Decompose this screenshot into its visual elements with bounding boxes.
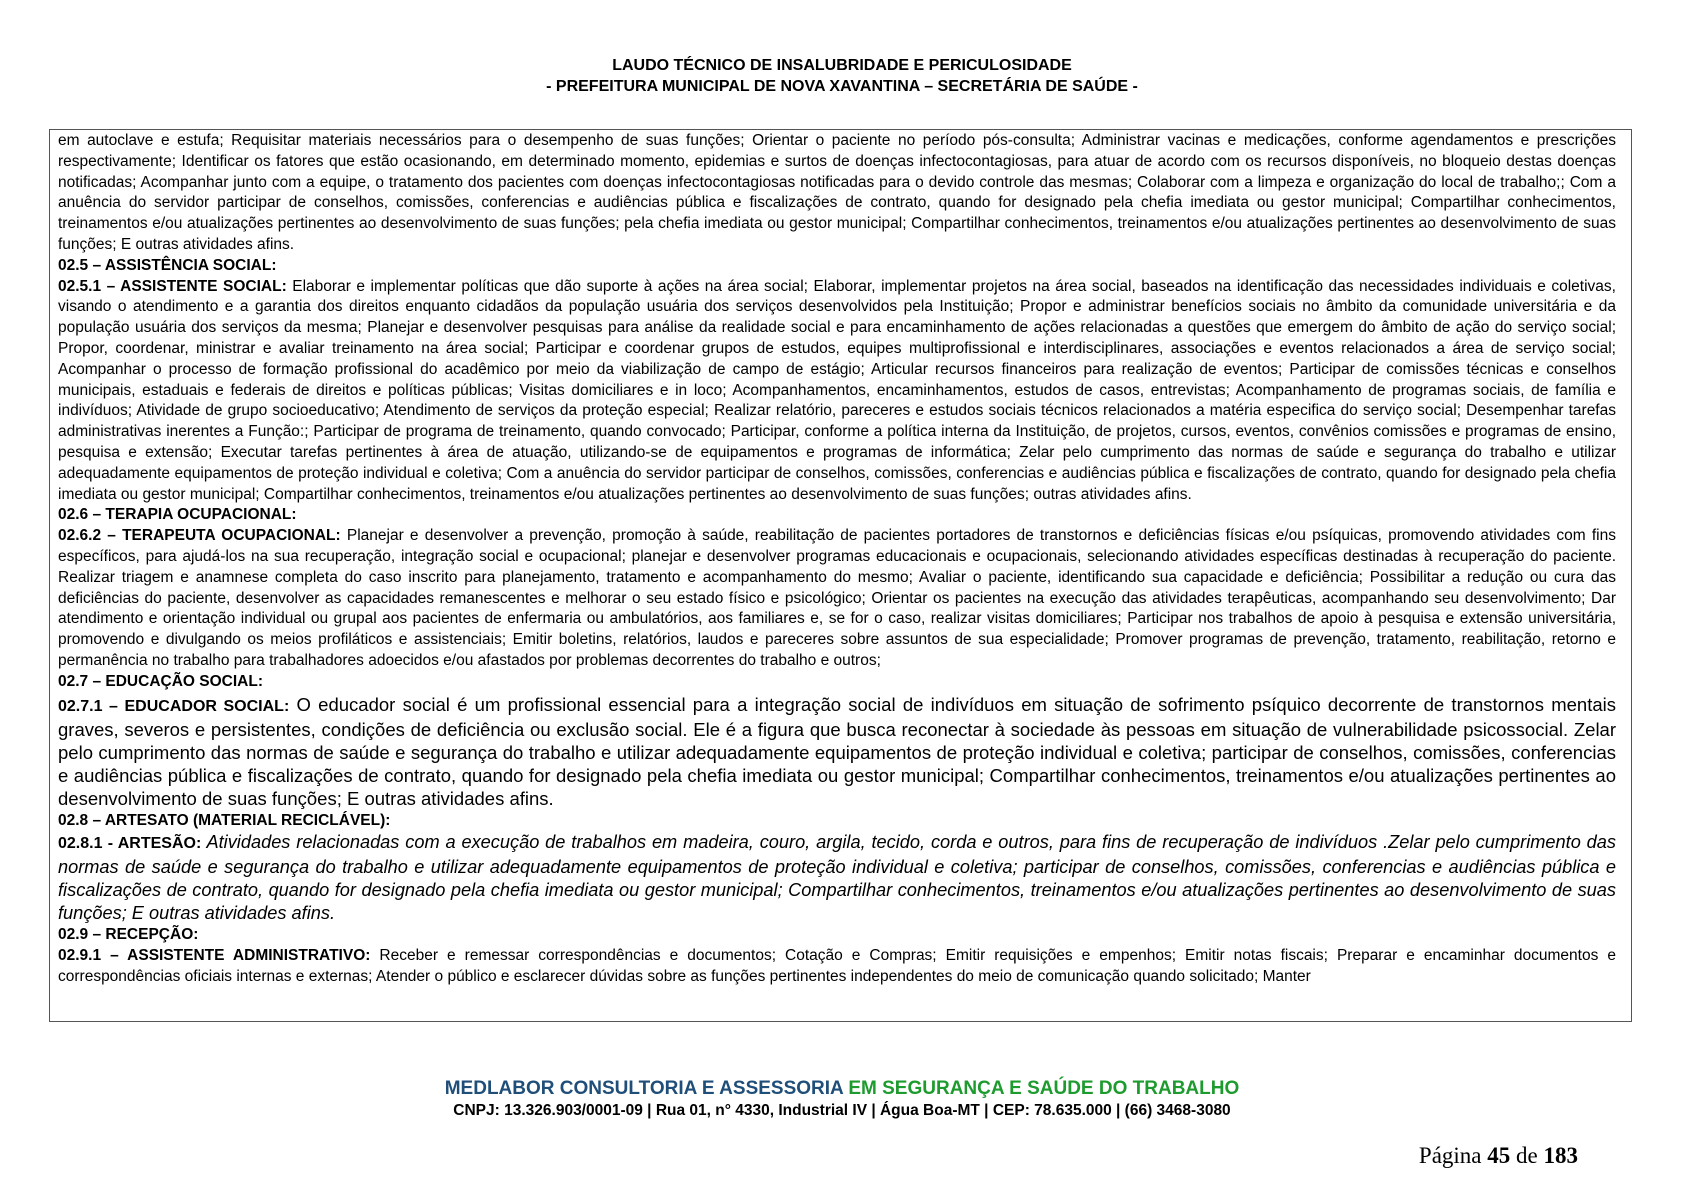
document-title: LAUDO TÉCNICO DE INSALUBRIDADE E PERICULOSIDADE — [612, 57, 1072, 74]
text-assistente-social: Elaborar e implementar políticas que dão suporte à ações na área social; Elaborar, implementar projetos na área social, baseados na identificação das necessidades individuais e coletivas, visando o atendimento e a garantia dos direitos enquanto cidadãos da população usuária dos serviços desenvolvidos pela Instituição; Propor e administrar benefícios sociais no âmbito da comunidade universitária e da população usuária dos serviços da mesma; Planejar e desenvolver pesquisas para análise da realidade social e para encaminhamento de ações relacionadas a questões que emergem do âmbito de ação do serviço social; Propor, coordenar, ministrar e avaliar treinamento na área social; Participar e coordenar grupos de estudos, equipes multiprofissional e interdisciplinares, associações e eventos relacionados a área de serviço social; Acompanhar o processo de formação profissional do acadêmico por meio da viabilização de campo de estágio; Articular recursos financeiros para realização de eventos; Participar de comissões técnicas e conselhos municipais, estaduais e federais de direitos e políticas públicas; Visitas domiciliares e in loco; Acompanhamentos, encaminhamentos, estudos de casos, entrevistas; Acompanhamento de programas sociais, de família e indivíduos; Atividade de grupo socioeducativo; Atendimento de serviços da proteção especial; Realizar relatório, pareceres e estudos sociais técnicos relacionados a matéria especifica do serviço social; Desempenhar tarefas administrativas inerentes a Função:; Participar de programa de treinamento, quando convocado; Participar, conforme a política interna da Instituição, de projetos, cursos, eventos, convênios comissões e programas de ensino, pesquisa e extensão; Executar tarefas pertinentes à área de atuação, utilizando-se de equipamentos e programas de informática; Zelar pelo cumprimento das normas de saúde e segurança do trabalho e utilizar adequadamente equipamentos de proteção individual e coletiva; Com a anuência do servidor participar de conselhos, comissões, conferencias e audiências pública e fiscalizações de contrato, quando for designado pela chefia imediata ou gestor municipal; Compartilhar conhecimentos, treinamentos e/ou atualizações pertinentes ao desenvolvimento de suas funções; outras atividades afins. — [58, 277, 1616, 503]
section-heading-assistencia-social: 02.5 – ASSISTÊNCIA SOCIAL: — [58, 256, 277, 274]
section-heading-artesato: 02.8 – ARTESATO (MATERIAL RECICLÁVEL): — [58, 811, 391, 829]
label-educador-social: 02.7.1 – EDUCADOR SOCIAL: — [58, 697, 290, 715]
section-heading-recepcao: 02.9 – RECEPÇÃO: — [58, 926, 199, 944]
footer-address: CNPJ: 13.326.903/0001-09 | Rua 01, n° 4330, Industrial IV | Água Boa-MT | CEP: 78.635.000 | (66) 3468-3080 — [453, 1102, 1231, 1119]
page-of: de — [1516, 1143, 1538, 1168]
page-total: 183 — [1543, 1143, 1578, 1168]
company-name-part2: EM SEGURANÇA E SAÚDE DO TRABALHO — [848, 1078, 1240, 1099]
text-terapeuta-ocupacional: Planejar e desenvolver a prevenção, promoção à saúde, reabilitação de pacientes portadores de transtornos e deficiências físicas e/ou psíquicas, promovendo atividades com fins específicos, para ajudá-los na sua recuperação, integração social e ocupacional; planejar e desenvolver programas educacionais e ocupacionais, selecionando atividades específicas destinadas à recuperação do paciente. Realizar triagem e anamnese completa do caso inscrito para planejamento, tratamento e acompanhamento do mesmo; Avaliar o paciente, identificando sua capacidade e deficiência; Possibilitar a redução ou cura das deficiências do paciente, desenvolver as capacidades remanescentes e melhorar o seu estado físico e psicológico; Orientar os pacientes na execução das atividades terapêuticas, acompanhando seu desenvolvimento; Dar atendimento e orientação individual ou grupal aos pacientes de enfermaria ou ambulatórios, aos familiares e, se for o caso, realizar visitas domiciliares; Participar nos trabalhos de apoio à pesquisa e extensão universitária, promovendo e divulgando os meios profiláticos e assistenciais; Emitir boletins, relatórios, laudos e pareceres sobre assuntos de sua especialidade; Promover programas de prevenção, tratamento, reabilitação, retorno e permanência no trabalho para trabalhadores adoecidos e/ou afastados por problemas decorrentes do trabalho e outros; — [58, 527, 1616, 669]
label-assistente-administrativo: 02.9.1 – ASSISTENTE ADMINISTRATIVO: — [58, 946, 371, 964]
paragraph-terapeuta-ocupacional — [58, 526, 1616, 672]
page-prefix: Página — [1418, 1143, 1482, 1168]
text-educador-social: O educador social é um profissional essencial para a integração social de indivíduos em situação de sofrimento psíquico decorrente de transtornos mentais graves, severos e persistentes, condições de deficiência ou exclusão social. Ele é a figura que busca reconectar à sociedade às pessoas em situação de vulnerabilidade psicossocial. Zelar pelo cumprimento das normas de saúde e segurança do trabalho e utilizar adequadamente equipamentos de proteção individual e coletiva; participar de conselhos, comissões, conferencias e audiências pública e fiscalizações de contrato, quando for designado pela chefia imediata ou gestor municipal; Compartilhar conhecimentos, treinamentos e/ou atualizações pertinentes ao desenvolvimento de suas funções; E outras atividades afins. — [58, 693, 1616, 810]
paragraph-artesao — [58, 831, 1616, 925]
label-artesao: 02.8.1 - ARTESÃO: — [58, 835, 202, 853]
paragraph-educador-social — [58, 693, 1616, 811]
text-artesao: Atividades relacionadas com a execução de trabalhos em madeira, couro, argila, tecido, corda e outros, para fins de recuperação de indivíduos .Zelar pelo cumprimento das normas de saúde e segurança do trabalho e utilizar adequadamente equipamentos de proteção individual e coletiva; participar de conselhos, comissões, conferencias e audiências pública e fiscalizações de contrato, quando for designado pela chefia imediata ou gestor municipal; Compartilhar conhecimentos, treinamentos e/ou atualizações pertinentes ao desenvolvimento de suas funções; E outras atividades afins. — [58, 832, 1616, 923]
paragraph-assistente-administrativo — [58, 946, 1616, 988]
content-box — [49, 129, 1632, 1022]
document-subtitle: - PREFEITURA MUNICIPAL DE NOVA XAVANTINA – SECRETÁRIA DE SAÚDE - — [546, 78, 1138, 95]
section-heading-educacao-social: 02.7 – EDUCAÇÃO SOCIAL: — [58, 672, 263, 690]
page-number — [1419, 1142, 1578, 1170]
paragraph-assistente-social — [58, 277, 1616, 506]
section-heading-terapia-ocupacional: 02.6 – TERAPIA OCUPACIONAL: — [58, 506, 297, 524]
text-assistente-administrativo: Receber e remessar correspondências e documentos; Cotação e Compras; Emitir requisições e empenhos; Emitir notas fiscais; Preparar e encaminhar documentos e correspondências oficiais internas e externas; Atender o público e esclarecer dúvidas sobre as funções pertinentes independentes do meio de comunicação quando solicitado; Manter — [58, 946, 1616, 985]
document-header — [0, 55, 1684, 97]
label-terapeuta-ocupacional: 02.6.2 – TERAPEUTA OCUPACIONAL: — [58, 527, 341, 545]
footer-company — [0, 1077, 1684, 1101]
intro-paragraph: em autoclave e estufa; Requisitar materiais necessários para o desempenho de suas funções; Orientar o paciente no período pós-consulta; Administrar vacinas e medicações, conforme agendamentos e prescrições respectivamente; Identificar os fatores que estão ocasionando, em determinado momento, epidemias e surtos de doenças infectocontagiosas, para atuar de acordo com os recursos disponíveis, no bloqueio destas doenças notificadas; Acompanhar junto com a equipe, o tratamento dos pacientes com doenças infectocontagiosas notificadas para o devido controle das mesmas; Colaborar com a limpeza e organização do local de trabalho;; Com a anuência do servidor participar de conselhos, comissões, conferencias e audiências pública e fiscalizações de contrato, quando for designado pela chefia imediata ou gestor municipal; Compartilhar conhecimentos, treinamentos e/ou atualizações pertinentes ao desenvolvimento de suas funções; pela chefia imediata ou gestor municipal; Compartilhar conhecimentos, treinamentos e/ou atualizações pertinentes ao desenvolvimento de suas funções; E outras atividades afins. — [58, 132, 1616, 253]
company-name-part1: MEDLABOR CONSULTORIA E ASSESSORIA — [444, 1078, 844, 1099]
page-current: 45 — [1487, 1143, 1511, 1168]
label-assistente-social: 02.5.1 – ASSISTENTE SOCIAL: — [58, 277, 287, 295]
